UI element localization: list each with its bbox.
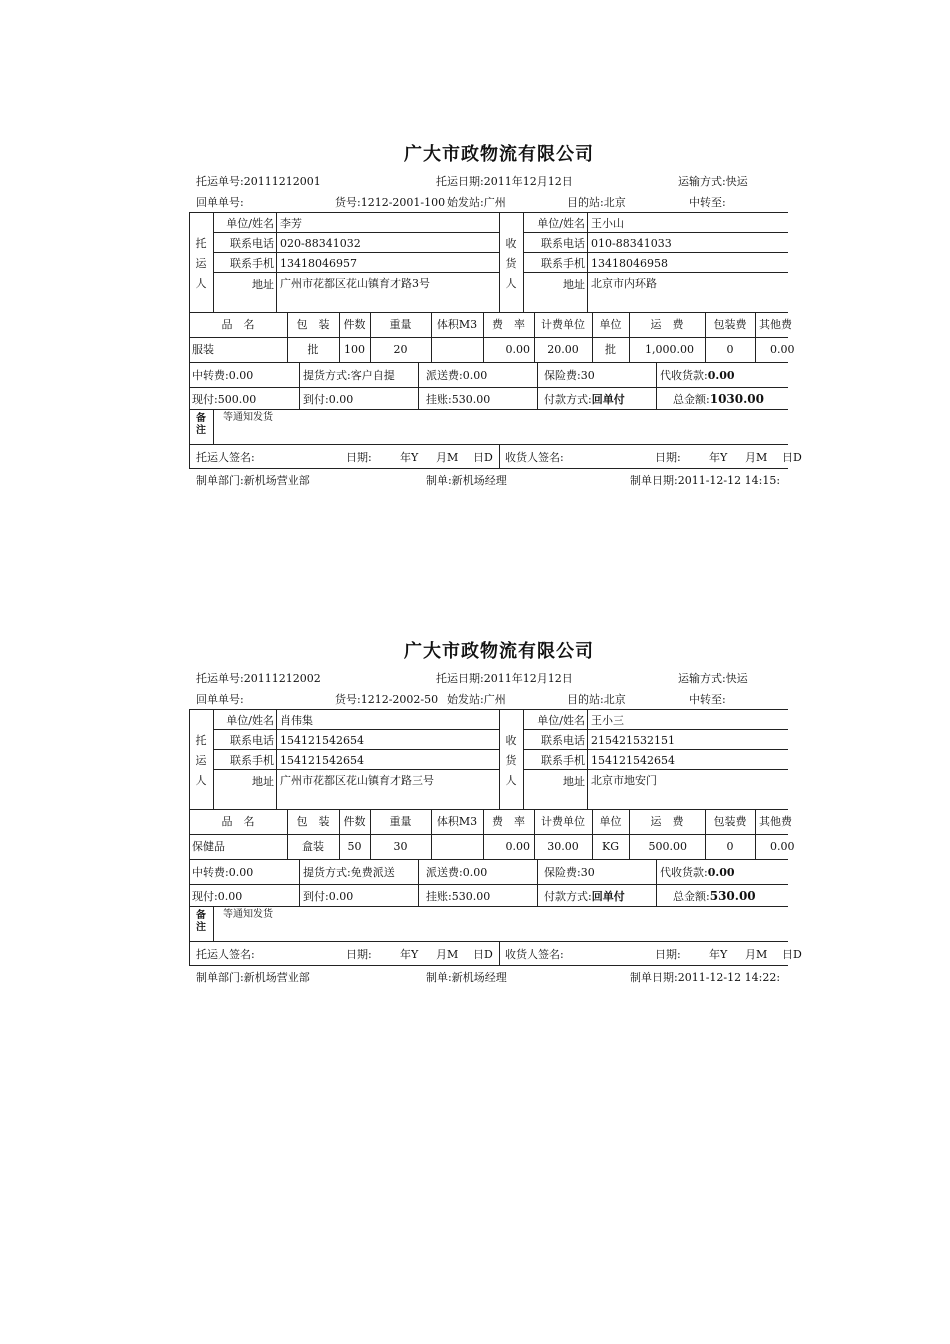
goods-pieces: 100 [344,343,365,356]
line [276,709,277,809]
waybill-form-2 [189,641,802,987]
line [523,729,788,730]
line [499,941,500,965]
total-value: 530.00 [709,889,756,903]
consignee-date-month: 月M [745,948,768,961]
delivery-fee: 派送费:0.00 [426,866,488,879]
consignee-mobile: 13418046958 [591,257,668,270]
collect: 到付:0.00 [303,393,354,406]
consignee-name-label: 单位/姓名 [537,714,585,727]
shipper-name: 李芳 [280,217,302,230]
consignee-address: 北京市内环路 [591,277,657,290]
shipper-address: 广州市花都区花山镇育才路三号 [280,774,434,787]
goods-no: 货号:1212-2002-50 [335,693,439,706]
shipper-side-label: 托运人 [195,734,207,787]
shipper-date-label: 日期: [346,451,372,464]
origin-station: 始发站:广州 [447,693,506,706]
shipper-date-year: 年Y [400,451,419,464]
shipper-date-day: 日D [473,451,493,464]
ship-date: 托运日期:2011年12月12日 [436,175,573,188]
total-label: 总金额: [673,393,710,406]
on-account: 挂账:530.00 [426,393,491,406]
consignee-mobile-label: 联系手机 [541,754,585,767]
goods-no: 货号:1212-2001-100 [335,196,446,209]
shipper-name-label: 单位/姓名 [226,217,274,230]
waybill-form-1 [189,144,802,490]
shipper-phone: 154121542654 [280,734,364,747]
goods-header-pieces: 件数 [343,815,366,828]
line [189,709,788,710]
goods-header-name: 品 名 [221,815,255,828]
line [523,709,524,809]
consignee-date-day: 日D [782,451,802,464]
shipper-signature: 托运人签名: [196,948,255,961]
goods-unit: KG [601,840,619,853]
consignee-date-month: 月M [745,451,768,464]
on-account: 挂账:530.00 [426,890,491,903]
shipper-date-month: 月M [436,948,459,961]
line [523,212,524,312]
goods-header-package: 包 装 [296,318,330,331]
line [418,859,419,906]
consignee-date-year: 年Y [709,948,728,961]
line [189,859,788,860]
line [189,312,788,313]
line [189,965,788,966]
line [213,272,499,273]
line [189,212,788,213]
shipper-name-label: 单位/姓名 [226,714,274,727]
pay-method [544,890,625,904]
transfer-fee: 中转费:0.00 [192,866,254,879]
goods-pieces: 50 [347,840,362,853]
shipper-mobile-label: 联系手机 [230,754,274,767]
goods-header-unit: 单位 [599,318,622,331]
issued-at: 制单日期:2011-12-12 14:15: [630,474,781,487]
line [656,859,657,906]
goods-rate: 0.00 [505,840,530,853]
consignee-date-day: 日D [782,948,802,961]
goods-name: 保健品 [192,840,225,853]
consignee-name: 王小山 [591,217,624,230]
line [189,809,788,810]
line [213,749,499,750]
shipper-date-day: 日D [473,948,493,961]
consignee-side-label: 收货人 [505,237,517,290]
consignee-signature: 收货人签名: [505,451,564,464]
shipper-phone: 020-88341032 [280,237,361,250]
issued-by: 制单:新机场经理 [426,474,507,487]
line [755,312,756,362]
line [418,362,419,409]
line [537,362,538,409]
prepaid: 现付:500.00 [192,393,257,406]
cod-value: 0.00 [707,866,735,879]
remarks-label: 备注 [196,910,206,933]
consignee-date-year: 年Y [709,451,728,464]
goods-other-fee: 0.00 [770,840,795,853]
line [189,468,788,469]
cod-amount [660,369,735,383]
line [523,252,788,253]
goods-other-fee: 0.00 [770,343,795,356]
line [656,362,657,409]
goods-header-rate: 费 率 [492,318,525,331]
transfer-to: 中转至: [689,196,726,209]
consignee-phone: 010-88341033 [591,237,672,250]
transport-mode: 运输方式:快运 [678,672,748,685]
goods-freight: 1,000.00 [645,343,694,356]
consignee-side-label: 收货人 [505,734,517,787]
goods-header-other-fee: 其他费 [759,815,792,828]
line [213,729,499,730]
shipper-phone-label: 联系电话 [230,734,274,747]
goods-header-rate: 费 率 [492,815,525,828]
line [213,409,214,444]
line [755,809,756,859]
goods-header-charge-unit: 计费单位 [541,318,585,331]
line [189,884,788,885]
pay-label: 付款方式: [544,393,592,406]
goods-weight: 20 [393,343,408,356]
total-label: 总金额: [673,890,710,903]
line [189,906,788,907]
goods-header-packing-fee: 包装费 [713,318,747,331]
waybill-no: 托运单号:20111212002 [196,672,321,685]
goods-header-weight: 重量 [389,815,412,828]
line [189,387,788,388]
goods-package: 批 [307,343,319,356]
collect: 到付:0.00 [303,890,354,903]
destination-station: 目的站:北京 [567,196,626,209]
goods-rate: 0.00 [505,343,530,356]
goods-header-freight: 运 费 [650,815,684,828]
pickup-mode: 提货方式:免费派送 [303,866,395,879]
issuing-dept: 制单部门:新机场营业部 [196,971,310,984]
goods-header-volume: 体积M3 [436,318,478,331]
consignee-phone-label: 联系电话 [541,734,585,747]
shipper-mobile: 13418046957 [280,257,357,270]
line [213,906,214,941]
goods-header-freight: 运 费 [650,318,684,331]
insurance-fee: 保险费:30 [544,866,595,879]
pay-value: 回单付 [591,890,625,903]
consignee-phone: 215421532151 [591,734,675,747]
line [189,362,788,363]
line [499,709,500,809]
goods-header-other-fee: 其他费 [759,318,792,331]
shipper-address: 广州市花都区花山镇育才路3号 [280,277,430,290]
pay-label: 付款方式: [544,890,592,903]
goods-charge-unit: 30.00 [547,840,579,853]
company-title: 广大市政物流有限公司 [404,641,594,662]
line [523,769,788,770]
waybill-no: 托运单号:20111212001 [196,175,321,188]
goods-charge-unit: 20.00 [547,343,579,356]
goods-header-name: 品 名 [221,318,255,331]
shipper-date-month: 月M [436,451,459,464]
line [189,337,788,338]
shipper-date-label: 日期: [346,948,372,961]
line [537,859,538,906]
transfer-to: 中转至: [689,693,726,706]
line [499,444,500,468]
ship-date: 托运日期:2011年12月12日 [436,672,573,685]
shipper-side-label: 托运人 [195,237,207,290]
shipper-signature: 托运人签名: [196,451,255,464]
delivery-fee: 派送费:0.00 [426,369,488,382]
shipper-name: 肖伟集 [280,714,313,727]
remarks-label: 备注 [196,413,206,436]
consignee-address: 北京市地安门 [591,774,657,787]
remarks-text: 等通知发货 [223,909,273,920]
goods-packing-fee: 0 [726,343,734,356]
line [213,212,214,312]
goods-name: 服装 [192,343,214,356]
company-title: 广大市政物流有限公司 [404,144,594,165]
pay-value: 回单付 [591,393,625,406]
goods-header-weight: 重量 [389,318,412,331]
total-amount [673,392,764,407]
line [523,749,788,750]
line [213,769,499,770]
goods-header-pieces: 件数 [343,318,366,331]
issuing-dept: 制单部门:新机场营业部 [196,474,310,487]
remarks-text: 等通知发货 [223,412,273,423]
consignee-name: 王小三 [591,714,624,727]
total-value: 1030.00 [709,392,764,406]
line [213,709,214,809]
transfer-fee: 中转费:0.00 [192,369,254,382]
consignee-mobile: 154121542654 [591,754,675,767]
line [189,709,190,965]
line [523,232,788,233]
shipper-date-year: 年Y [400,948,419,961]
cod-amount [660,866,735,880]
goods-unit: 批 [605,343,616,356]
consignee-date-label: 日期: [655,451,681,464]
origin-station: 始发站:广州 [447,196,506,209]
shipper-address-label: 地址 [252,278,274,291]
goods-header-charge-unit: 计费单位 [541,815,585,828]
consignee-name-label: 单位/姓名 [537,217,585,230]
line [523,272,788,273]
consignee-date-label: 日期: [655,948,681,961]
line [276,212,277,312]
consignee-address-label: 地址 [563,775,585,788]
cod-label: 代收货款: [660,866,708,879]
line [189,409,788,410]
line [189,212,190,468]
goods-header-packing-fee: 包装费 [713,815,747,828]
shipper-phone-label: 联系电话 [230,237,274,250]
consignee-signature: 收货人签名: [505,948,564,961]
goods-header-volume: 体积M3 [436,815,478,828]
consignee-mobile-label: 联系手机 [541,257,585,270]
line [189,444,788,445]
insurance-fee: 保险费:30 [544,369,595,382]
shipper-mobile: 154121542654 [280,754,364,767]
goods-weight: 30 [393,840,408,853]
goods-packing-fee: 0 [726,840,734,853]
shipper-mobile-label: 联系手机 [230,257,274,270]
pickup-mode: 提货方式:客户自提 [303,369,395,382]
line [299,859,300,906]
goods-package: 盒装 [302,840,324,853]
transport-mode: 运输方式:快运 [678,175,748,188]
consignee-address-label: 地址 [563,278,585,291]
line [189,941,788,942]
destination-station: 目的站:北京 [567,693,626,706]
return-no: 回单单号: [196,196,244,209]
return-no: 回单单号: [196,693,244,706]
line [499,212,500,312]
shipper-address-label: 地址 [252,775,274,788]
cod-label: 代收货款: [660,369,708,382]
issued-by: 制单:新机场经理 [426,971,507,984]
prepaid: 现付:0.00 [192,890,243,903]
cod-value: 0.00 [707,369,735,382]
consignee-phone-label: 联系电话 [541,237,585,250]
issued-at: 制单日期:2011-12-12 14:22: [630,971,781,984]
pay-method [544,393,625,407]
line [299,362,300,409]
line [189,834,788,835]
goods-header-package: 包 装 [296,815,330,828]
total-amount [673,889,756,904]
goods-freight: 500.00 [648,840,687,853]
line [213,252,499,253]
line [587,212,588,312]
line [213,232,499,233]
goods-header-unit: 单位 [599,815,622,828]
line [587,709,588,809]
